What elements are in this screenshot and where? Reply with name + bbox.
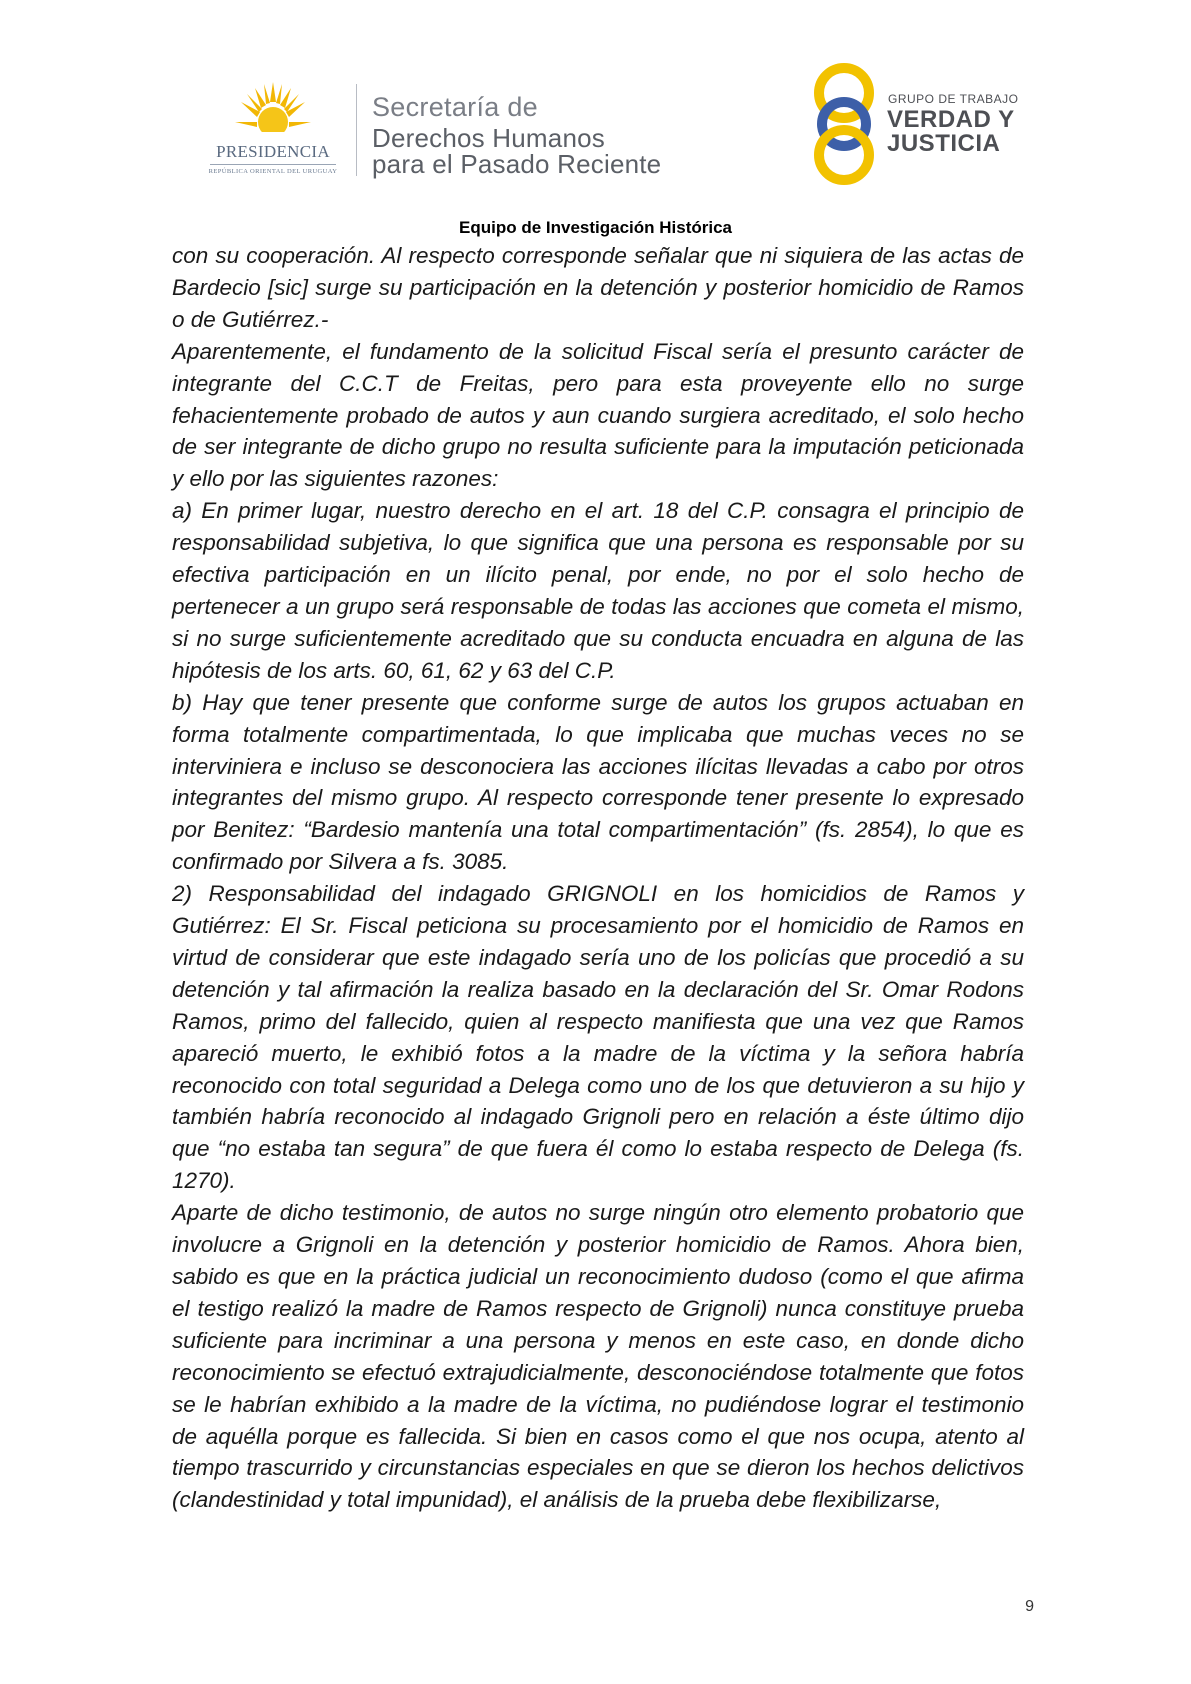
secretaria-line-2: Derechos Humanos bbox=[372, 123, 605, 153]
paragraph: con su cooperación. Al respecto corresponde señalar que ni siquiera de las actas de Bardecio [sic] surge su participación en la detención y posterior homicidio de Ramos o de Gutiérrez.- bbox=[172, 243, 1024, 332]
header-divider bbox=[356, 84, 357, 176]
presidencia-name: PRESIDENCIA bbox=[216, 142, 330, 161]
document-body bbox=[172, 240, 1024, 1516]
team-title: Equipo de Investigación Histórica bbox=[459, 218, 732, 237]
paragraph: 2) Responsabilidad del indagado GRIGNOLI en los homicidios de Ramos y Gutiérrez: El Sr. Fiscal peticiona su procesamiento por el homicidio de Ramos en virtud de considerar que este indagado sería uno de los policías que procedió a su detención y tal afirmación la realiza basado en la declaración del Sr. Omar Rodons Ramos, primo del fallecido, quien al respecto manifiesta que una vez que Ramos apareció muerto, le exhibió fotos a la madre de la víctima y la señora habría reconocido con total seguridad a Delega como uno de los que detuvieron a su hijo y también habría reconocido al indagado Grignoli pero en relación a éste último dijo que “no estaba tan segura” de que fuera él como lo estaba respecto de Delega (fs. 1270). bbox=[172, 881, 1024, 1194]
presidencia-subtitle: REPÚBLICA ORIENTAL DEL URUGUAY bbox=[208, 168, 338, 175]
secretaria-line-1: Secretaría de bbox=[372, 92, 538, 122]
paragraph: a) En primer lugar, nuestro derecho en el art. 18 del C.P. consagra el principio de responsabilidad subjetiva, lo que significa que una persona es responsable por su efectiva participación en un ilícito penal, por ende, no por el solo hecho de pertenecer a un grupo será responsable de todas las acciones que cometa el mismo, si no surge suficientemente acreditado que su conducta encuadra en alguna de las hipótesis de los arts. 60, 61, 62 y 63 del C.P. bbox=[172, 498, 1024, 683]
paragraph: Aparentemente, el fundamento de la solicitud Fiscal sería el presunto carácter de integrante del C.C.T de Freitas, pero para esta proveyente ello no surge fehacientemente probado de autos y aun cuando surgiera acreditado, el solo hecho de ser integrante de dicho grupo no resulta suficiente para la imputación peticionada y ello por las siguientes razones: bbox=[172, 338, 1024, 492]
presidencia-rule bbox=[210, 164, 336, 165]
paragraph: Aparte de dicho testimonio, de autos no surge ningún otro elemento probatorio que involucre a Grignoli en la detención y posterior homicidio de Ramos. Ahora bien, sabido es que en la práctica judicial un reconocimiento dudoso (como el que afirma el testigo realizó la madre de Ramos respecto de Grignoli) nunca constituye prueba suficiente para incriminar a una persona y menos en este caso, en donde dicho reconocimiento se efectuó extrajudicialmente, desconociéndose totalmente que fotos se le habrían exhibido a la madre de la víctima, no pudiéndose lograr el testimonio de aquélla porque es fallecida. Si bien en casos como el que nos ocupa, atento al tiempo trascurrido y circunstancias especiales en que se dieron los hechos delictivos (clandestinidad y total impunidad), el análisis de la prueba debe flexibilizarse, bbox=[172, 1200, 1024, 1513]
page-number: 9 bbox=[1025, 1598, 1034, 1615]
presidencia-logo bbox=[198, 80, 348, 180]
paragraph: b) Hay que tener presente que conforme surge de autos los grupos actuaban en forma totalmente compartimentada, lo que implicaba que muchas veces no se interviniera e incluso se desconociera las acciones ilícitas llevadas a cabo por otros integrantes del mismo grupo. Al respecto corresponde tener presente lo expresado por Benitez: “Bardesio mantenía una total compartimentación” (fs. 2854), lo que es confirmado por Silvera a fs. 3085. bbox=[172, 689, 1024, 875]
interlocked-rings-icon bbox=[808, 60, 880, 188]
grupo-title-2: JUSTICIA bbox=[887, 130, 1001, 157]
grupo-title-1: VERDAD Y bbox=[887, 106, 1015, 133]
secretaria-line-3: para el Pasado Reciente bbox=[372, 149, 662, 179]
document-header bbox=[0, 0, 1191, 210]
grupo-label: GRUPO DE TRABAJO bbox=[888, 92, 1019, 106]
sun-emblem-icon bbox=[233, 80, 313, 140]
